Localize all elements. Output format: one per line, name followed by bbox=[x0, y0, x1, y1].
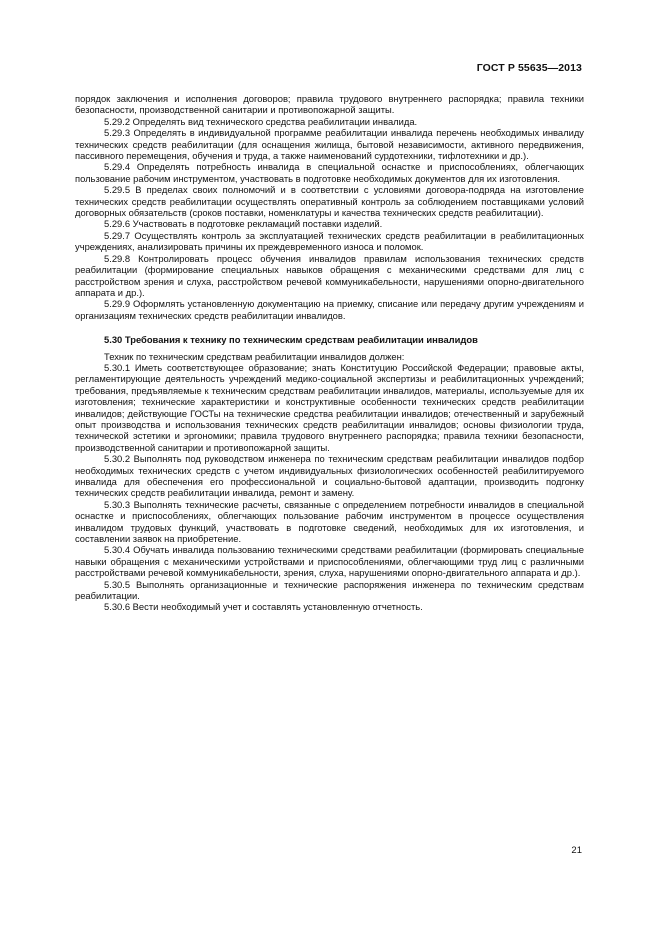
paragraph: порядок заключения и исполнения договоров; правила трудового внутреннего распорядка; правила техники безопасности, производственной санитарии и противопожарной защиты. bbox=[75, 93, 584, 116]
page-number: 21 bbox=[571, 845, 582, 856]
paragraph: 5.29.9 Оформлять установленную документацию на приемку, списание или передачу другим учреждениям и организациям технических средств реабилитации инвалидов. bbox=[75, 298, 584, 321]
paragraph: 5.29.7 Осуществлять контроль за эксплуатацией технических средств реабилитации в реабилитационных учреждениях, анализировать причины их преждевременного износа и поломок. bbox=[75, 229, 584, 253]
paragraph: 5.29.2 Определять вид технического средства реабилитации инвалида. bbox=[104, 115, 418, 127]
paragraph: 5.29.5 В пределах своих полномочий и в соответствии с условиями договора-подряда на изготовление технических средств реабилитации осуществлять оперативный контроль за соблюдением поставщиками условий договорных обязательств (сроков поставки, номенклатуры и качества технических средств реабилитации). bbox=[75, 184, 584, 219]
paragraph: 5.30.6 Вести необходимый учет и составлять установленную отчетность. bbox=[104, 601, 423, 613]
paragraph: 5.30.5 Выполнять организационные и технические распоряжения инженера по техническим средствам реабилитации. bbox=[75, 578, 584, 602]
section-heading: 5.30 Требования к технику по техническим средствам реабилитации инвалидов bbox=[104, 334, 478, 346]
paragraph: Техник по техническим средствам реабилитации инвалидов должен: bbox=[104, 350, 405, 362]
document-header-standard: ГОСТ Р 55635—2013 bbox=[476, 62, 582, 74]
paragraph: 5.29.6 Участвовать в подготовке рекламаций поставки изделий. bbox=[104, 218, 383, 230]
document-body bbox=[75, 93, 584, 613]
paragraph: 5.30.3 Выполнять технические расчеты, связанные с определением потребности инвалидов в специальной оснастке и приспособлениях, облегчающих пользование рабочим инструментом в процессе осуществления инвалидом трудовых функций, участвовать в подготовке сведений, необходимых для их изготовления, и составлении заявок на приобретение. bbox=[75, 498, 584, 545]
paragraph: 5.30.1 Иметь соответствующее образование; знать Конституцию Российской Федерации; правовые акты, регламентирующие деятельность учреждений медико-социальной экспертизы и реабилитационных учреждений; требования, предъявляемые к техническим средствам реабилитации инвалидов, материалы, используемые для их изготовления; технические характеристики и конструктивные особенности технических средств реабилитации инвалидов; действующие ГОСТы на технические средства реабилитации инвалидов; отечественный и зарубежный опыт производства и использования технических средств реабилитации инвалидов; основы физиологии труда, технической эстетики и эргономики; правила трудового внутреннего распорядка; правила техники безопасности, производственной санитарии и противопожарной защиты. bbox=[75, 361, 584, 453]
paragraph: 5.29.8 Контролировать процесс обучения инвалидов правилам использования технических средств реабилитации (формирование специальных навыков обращения с механическими средствами для лиц с расстройством зрения и слуха, расстройством речевой коммуникабельности, нарушениями опорно-двигательного аппарата и др.). bbox=[75, 252, 584, 298]
paragraph: 5.30.2 Выполнять под руководством инженера по техническим средствам реабилитации инвалидов подбор необходимых технических средств с учетом индивидуальных физиологических особенностей реабилитируемого инвалида для обеспечения его профессиональной и социально-бытовой адаптации, производить подгонку технических средств реабилитации инвалида, ремонт и замену. bbox=[75, 453, 584, 499]
paragraph: 5.29.4 Определять потребность инвалида в специальной оснастке и приспособлениях, облегчающих пользование рабочим инструментом, участвовать в подготовке необходимых документов для их изготовления. bbox=[75, 161, 584, 184]
paragraph: 5.30.4 Обучать инвалида пользованию техническими средствами реабилитации (формировать специальные навыки обращения с механическими устройствами и приспособлениями, облегчающими труд лиц с различными расстройствами речевой коммуникабельности, зрения, слуха, нарушениями опорно-двигательного аппарата и др.). bbox=[75, 544, 584, 579]
paragraph: 5.29.3 Определять в индивидуальной программе реабилитации инвалида перечень необходимых инвалиду технических средств реабилитации (для оснащения жилища, бытовой независимости, активного передвижения, пассивного перемещения, обучения и труда, а также наименований сурдотехники, тифлотехники и др.). bbox=[75, 127, 584, 162]
